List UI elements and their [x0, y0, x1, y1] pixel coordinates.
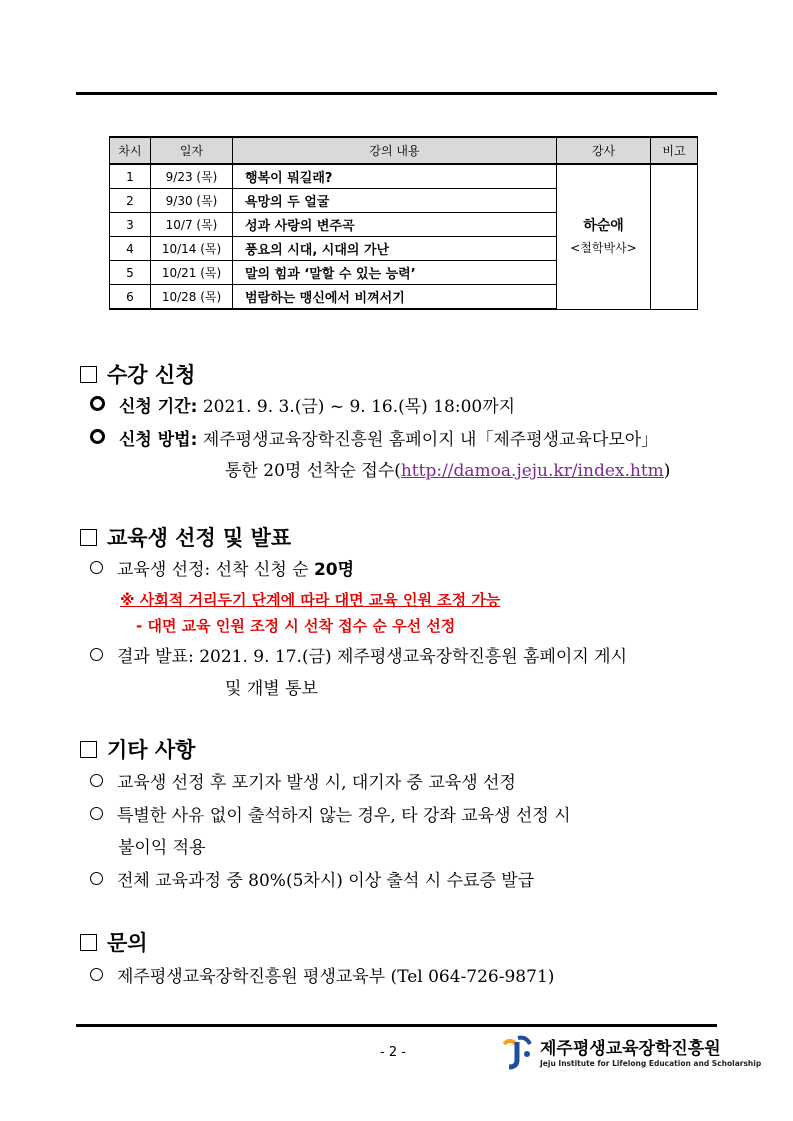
- etc-item-2: [90, 803, 571, 829]
- table-header-row: [110, 137, 698, 164]
- header-date: 일자: [151, 137, 233, 164]
- etc-text: 전체 교육과정 중 80%(5차시) 이상 출석 시 수료증 발급: [117, 871, 535, 891]
- circle-bullet-icon: [90, 648, 103, 661]
- row-date: 10/7 (목): [151, 213, 233, 237]
- row-number: 3: [110, 213, 151, 237]
- note-cell: [651, 164, 698, 309]
- schedule-table: [109, 136, 698, 310]
- section-heading-apply: [80, 360, 195, 390]
- row-number: 5: [110, 261, 151, 285]
- circle-bullet-icon: [90, 807, 103, 820]
- row-date: 10/21 (목): [151, 261, 233, 285]
- row-date: 10/14 (목): [151, 237, 233, 261]
- row-topic: 성과 사랑의 변주곡: [233, 213, 557, 237]
- method-close: ): [663, 461, 671, 481]
- section-title: 문의: [107, 931, 148, 955]
- row-number: 6: [110, 285, 151, 310]
- circle-bullet-icon: [90, 968, 103, 981]
- section-heading-etc: [80, 735, 195, 765]
- inquiry-item-1: [90, 964, 554, 990]
- header-instructor: 강사: [557, 137, 651, 164]
- row-topic: 범람하는 맹신에서 비껴서기: [233, 285, 557, 310]
- distancing-notice: ※ 사회적 거리두기 단계에 따라 대면 교육 인원 조정 가능: [120, 591, 501, 609]
- checkbox-square-icon: [80, 366, 97, 383]
- instructor-name: 하순애: [583, 217, 624, 234]
- circle-bullet-icon: [90, 429, 105, 444]
- row-date: 10/28 (목): [151, 285, 233, 310]
- period-label: 신청 기간:: [119, 397, 198, 417]
- apply-method-line-cont: [225, 458, 670, 484]
- row-topic: 행복이 뭐길래?: [233, 164, 557, 189]
- apply-period-line: [90, 394, 515, 420]
- org-name: 제주평생교육장학진흥원: [540, 1039, 721, 1059]
- header-note: 비고: [651, 137, 698, 164]
- priority-notice: - 대면 교육 인원 조정 시 선착 접수 순 우선 선정: [136, 617, 456, 635]
- row-topic: 욕망의 두 얼굴: [233, 189, 557, 213]
- logo-mark-icon: [500, 1034, 534, 1070]
- method-label: 신청 방법:: [119, 430, 198, 450]
- section-heading-inquiry: [80, 928, 148, 958]
- section-heading-selection: [80, 523, 291, 553]
- top-rule: [76, 92, 717, 95]
- row-topic: 풍요의 시대, 시대의 가난: [233, 237, 557, 261]
- selection-item-2: [90, 644, 627, 670]
- checkbox-square-icon: [80, 741, 97, 758]
- checkbox-square-icon: [80, 934, 97, 951]
- row-number: 4: [110, 237, 151, 261]
- table-row: [110, 164, 698, 189]
- row-number: 2: [110, 189, 151, 213]
- apply-method-line: [90, 427, 658, 453]
- etc-item-2-cont: 불이익 적용: [118, 838, 206, 858]
- instructor-cell: [557, 164, 651, 309]
- page-number: - 2 -: [380, 1045, 406, 1060]
- etc-item-3: [90, 868, 534, 894]
- bottom-rule: [76, 1024, 717, 1027]
- section-title: 기타 사항: [107, 738, 196, 762]
- circle-bullet-icon: [90, 396, 105, 411]
- etc-item-1: [90, 770, 516, 796]
- row-date: 9/30 (목): [151, 189, 233, 213]
- checkbox-square-icon: [80, 529, 97, 546]
- row-topic: 말의 힘과 ‘말할 수 있는 능력’: [233, 261, 557, 285]
- row-number: 1: [110, 164, 151, 189]
- etc-text: 교육생 선정 후 포기자 발생 시, 대기자 중 교육생 선정: [117, 773, 516, 793]
- method-value: 제주평생교육장학진흥원 홈페이지 내「제주평생교육다모아」: [202, 430, 659, 450]
- damoa-link[interactable]: http://damoa.jeju.kr/index.htm: [400, 461, 664, 481]
- selection-count: 20명: [313, 560, 355, 580]
- circle-bullet-icon: [90, 872, 103, 885]
- period-value: 2021. 9. 3.(금) ~ 9. 16.(목) 18:00까지: [202, 397, 516, 417]
- circle-bullet-icon: [90, 561, 103, 574]
- selection-text: 교육생 선정: 선착 신청 순: [117, 560, 314, 580]
- announcement-text: 결과 발표: 2021. 9. 17.(금) 제주평생교육장학진흥원 홈페이지 게시: [117, 647, 628, 667]
- header-content: 강의 내용: [233, 137, 557, 164]
- etc-text: 특별한 사유 없이 출석하지 않는 경우, 타 강좌 교육생 선정 시: [117, 806, 571, 826]
- org-english-name: Jeju Institute for Lifelong Education and Scholarship: [540, 1059, 762, 1068]
- org-logo: [500, 1034, 762, 1074]
- circle-bullet-icon: [90, 774, 103, 787]
- section-title: 교육생 선정 및 발표: [107, 526, 292, 550]
- instructor-title: <철학박사>: [570, 240, 637, 255]
- selection-item-1: [90, 557, 354, 583]
- section-title: 수강 신청: [107, 363, 196, 387]
- inquiry-text: 제주평생교육장학진흥원 평생교육부 (Tel 064-726-9871): [117, 967, 555, 987]
- row-date: 9/23 (목): [151, 164, 233, 189]
- header-session: 차시: [110, 137, 151, 164]
- selection-item-2-cont: 및 개별 통보: [225, 679, 318, 699]
- method-value-cont: 통한 20명 선착순 접수(: [225, 461, 401, 481]
